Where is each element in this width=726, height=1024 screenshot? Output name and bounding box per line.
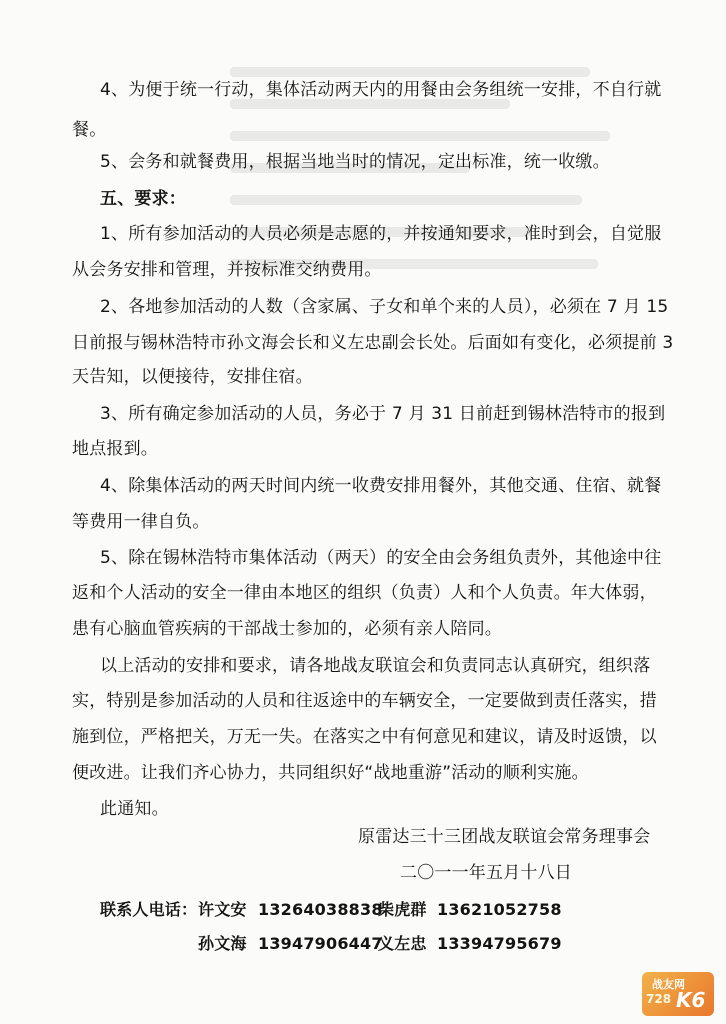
req-3-line-2: 地点报到。 bbox=[72, 439, 158, 459]
req-3-line-1: 3、所有确定参加活动的人员，务必于 7 月 31 日前赶到锡林浩特市的报到 bbox=[100, 404, 666, 424]
req-2-line-3: 天告知，以便接待，安排住宿。 bbox=[72, 367, 313, 387]
item-4-line-1: 4、为便于统一行动，集体活动两天内的用餐由会务组统一安排，不自行就 bbox=[100, 80, 662, 100]
req-2-line-2: 日前报与锡林浩特市孙文海会长和义左忠副会长处。后面如有变化，必须提前 3 bbox=[72, 333, 674, 353]
closing-line-4: 便改进。让我们齐心协力，共同组织好“战地重游”活动的顺利实施。 bbox=[72, 763, 589, 783]
item-5-line: 5、会务和就餐费用，根据当地当时的情况，定出标准，统一收缴。 bbox=[100, 152, 610, 172]
contact-label: 联系人电话： bbox=[100, 900, 198, 919]
closing-line-2: 实，特别是参加活动的人员和往返途中的车辆安全，一定要做到责任落实，措 bbox=[72, 691, 657, 711]
contact-name: 孙文海 bbox=[198, 934, 247, 953]
closing-line-1: 以上活动的安排和要求，请各地战友联谊会和负责同志认真研究，组织落 bbox=[100, 656, 651, 676]
site-watermark-logo bbox=[642, 972, 714, 1016]
contact-phone: 13264038838 bbox=[258, 900, 383, 919]
req-5-line-2: 返和个人活动的安全一律由本地区的组织（负责）人和个人负责。年大体弱， bbox=[72, 583, 657, 603]
section-heading-requirements: 五、要求： bbox=[100, 189, 186, 209]
contact-name: 许文安 bbox=[198, 900, 247, 919]
contact-name: 义左忠 bbox=[378, 934, 427, 953]
watermark-number: 728 bbox=[646, 992, 672, 1006]
contact-phone: 13947906447 bbox=[258, 934, 383, 953]
req-5-line-3: 患有心脑血管疾病的干部战士参加的，必须有亲人陪同。 bbox=[72, 619, 502, 639]
req-1-line-2: 从会务安排和管理，并按标准交纳费用。 bbox=[72, 260, 382, 280]
notice-end: 此通知。 bbox=[100, 799, 169, 819]
watermark-site: 战友网 bbox=[652, 978, 685, 991]
req-5-line-1: 5、除在锡林浩特市集体活动（两天）的安全由会务组负责外，其他途中往 bbox=[100, 548, 662, 568]
contact-phone: 13621052758 bbox=[437, 900, 562, 919]
closing-line-3: 施到位，严格把关，万无一失。在落实之中有何意见和建议，请及时返馈，以 bbox=[72, 727, 657, 747]
contact-name: 柴虎群 bbox=[378, 900, 427, 919]
req-4-line-1: 4、除集体活动的两天时间内统一收费安排用餐外，其他交通、住宿、就餐 bbox=[100, 476, 662, 496]
req-2-line-1: 2、各地参加活动的人数（含家属、子女和单个来的人员），必须在 7 月 15 bbox=[100, 297, 669, 317]
contact-phone: 13394795679 bbox=[437, 934, 562, 953]
req-4-line-2: 等费用一律自负。 bbox=[72, 512, 210, 532]
req-1-line-1: 1、所有参加活动的人员必须是志愿的，并按通知要求，准时到会，自觉服 bbox=[100, 224, 662, 244]
watermark-brand: K6 bbox=[676, 988, 706, 1012]
item-4-line-2: 餐。 bbox=[72, 120, 107, 140]
date: 二〇一一年五月十八日 bbox=[400, 863, 572, 883]
signature: 原雷达三十三团战友联谊会常务理事会 bbox=[358, 827, 651, 847]
